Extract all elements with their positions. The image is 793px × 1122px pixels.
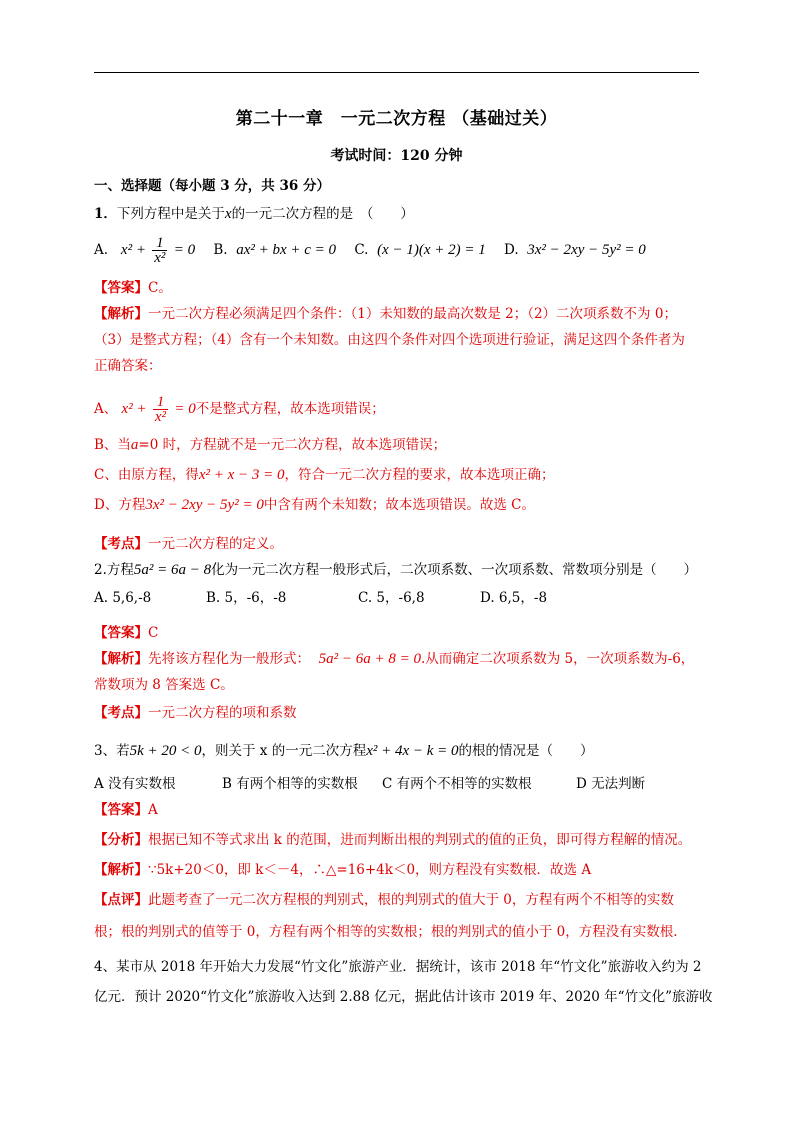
q1-option-c: C. (x − 1)(x + 2) = 1 xyxy=(354,242,486,258)
page-title: 第二十一章 一元二次方程 （基础过关） xyxy=(235,109,558,129)
q4-line1: 4、某市从 2018 年开始大力发展“竹文化”旅游产业．据统计，该市 2018 年“竹文化”旅游收入约为 2 xyxy=(94,959,702,975)
fraction: $\frac{1}{\text{x²}}$ xyxy=(154,394,167,425)
q2-analysis-line1: 【解析】先将该方程化为一般形式： 5a² − 6a + 8 = 0.从而确定二次项系数为 5，一次项系数为-6， xyxy=(94,651,695,667)
header-rule xyxy=(94,72,699,73)
q1-line-d: D、方程3x² − 2xy − 5y² = 0中含有两个未知数；故本选项错误。故选 C。 xyxy=(94,497,535,513)
q1-analysis-line2: （3）是整式方程；（4）含有一个未知数。由这四个条件对四个选项进行验证，满足这四个条件者为 xyxy=(94,332,685,348)
q1-option-b: B. ax² + bx + c = 0 xyxy=(213,242,337,258)
exam-time: 考试时间：120 分钟 xyxy=(330,148,463,164)
q2-stem: 2.方程5a² = 6a − 8化为一元二次方程一般形式后，二次项系数、一次项系数、常数项分别是（ ） xyxy=(94,562,698,578)
fraction: $\frac{1}{\text{x²}}$ xyxy=(154,235,166,266)
q2-analysis-line2: 常数项为 8 答案选 C。 xyxy=(94,677,234,693)
q3-solution: 【解析】∵5k+20＜0，即 k＜－4，∴△=16+4k＜0，则方程没有实数根．故选 A xyxy=(94,862,592,878)
q2-option-a: A. 5,6,-8 xyxy=(94,590,152,606)
q3-option-c: C 有两个不相等的实数根 xyxy=(382,776,532,792)
q1-number: 1． xyxy=(94,206,117,222)
q2-option-d: D. 6,5，-8 xyxy=(480,590,548,606)
q3-options xyxy=(94,775,645,793)
q2-option-b: B. 5，-6，-8 xyxy=(206,590,287,606)
q2-option-c: C. 5，-6,8 xyxy=(358,590,425,606)
q2-answer: 【答案】C xyxy=(94,625,159,641)
q1-options xyxy=(94,236,646,265)
q1-analysis-line1: 【解析】一元二次方程必须满足四个条件：（1）未知数的最高次数是 2；（2）二次项系数不为 0； xyxy=(94,306,677,322)
q1-stem: 1．下列方程中是关于x的一元二次方程的是 （ ） xyxy=(94,206,414,222)
q1-key-point: 【考点】一元二次方程的定义。 xyxy=(94,536,283,552)
q3-option-b: B 有两个相等的实数根 xyxy=(222,776,358,792)
q1-option-a: A. x² + $\frac{1}{\text{x²}}$ = 0 xyxy=(94,235,196,266)
q3-option-a: A 没有实数根 xyxy=(94,776,176,792)
q1-answer: 【答案】C。 xyxy=(94,280,172,296)
section-heading: 一、选择题（每小题 3 分，共 36 分） xyxy=(94,178,330,194)
q1-analysis-line3: 正确答案： xyxy=(94,358,162,374)
q4-line2: 亿元．预计 2020“竹文化”旅游收入达到 2.88 亿元，据此估计该市 2019 年、2020 年“竹文化”旅游收 xyxy=(94,989,713,1005)
q2-key-point: 【考点】一元二次方程的项和系数 xyxy=(94,705,297,721)
q1-line-a: A、 x² + $\frac{1}{\text{x²}}$ = 0不是整式方程，故本选项错误； xyxy=(94,394,385,425)
q3-stem: 3、若5k + 20 < 0，则关于 x 的一元二次方程x² + 4x − k = 0的根的情况是（ ） xyxy=(94,743,594,759)
q1-line-b: B、当a=0 时，方程就不是一元二次方程，故本选项错误； xyxy=(94,437,447,453)
q3-answer: 【答案】A xyxy=(94,802,158,818)
q1-option-d: D. 3x² − 2xy − 5y² = 0 xyxy=(504,242,646,258)
q1-line-c: C、由原方程，得x² + x − 3 = 0，符合一元二次方程的要求，故本选项正确； xyxy=(94,467,555,483)
q2-options xyxy=(94,589,547,607)
q3-comment-line1: 【点评】此题考查了一元二次方程根的判别式，根的判别式的值大于 0，方程有两个不相等的实数 xyxy=(94,892,674,908)
q3-comment-line2: 根；根的判别式的值等于 0，方程有两个相等的实数根；根的判别式的值小于 0，方程没有实数根. xyxy=(94,924,678,940)
q3-option-d: D 无法判断 xyxy=(576,776,646,792)
q3-analysis-reason: 【分析】根据已知不等式求出 k 的范围，进而判断出根的判别式的值的正负，即可得方程解的情况。 xyxy=(94,832,692,848)
